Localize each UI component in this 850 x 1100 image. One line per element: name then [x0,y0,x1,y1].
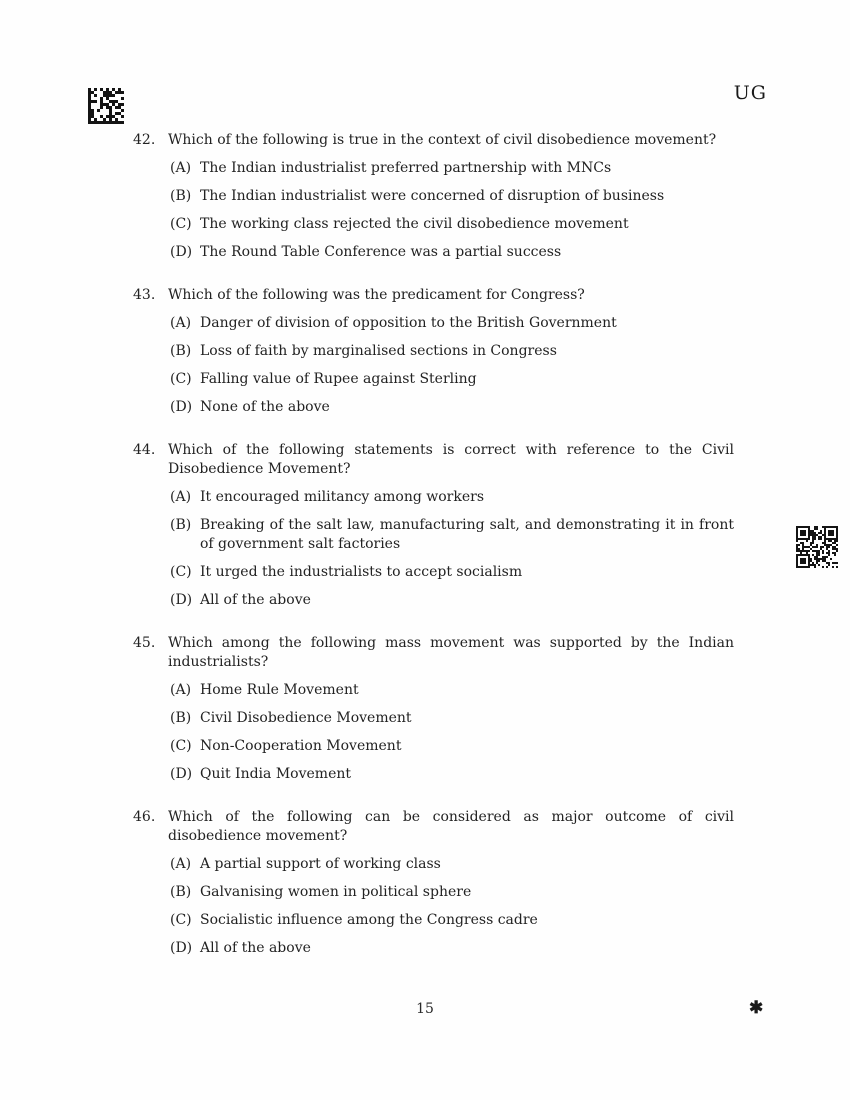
option-label: (C) [170,738,192,754]
option-label: (A) [170,856,192,872]
option-text: Falling value of Rupee against Sterling [200,371,477,387]
qr-code-icon [796,526,840,570]
question-number: 46. [133,809,156,825]
option-row [170,516,734,554]
option-text: The working class rejected the civil disobedience movement [200,216,629,232]
question-block-42 [133,131,734,262]
option-row [170,243,734,262]
option-text: Danger of division of opposition to the British Government [200,315,617,331]
paper-code-label: UG [733,82,767,104]
question-text: Which of the following can be considered as major outcome of civil disobedience movement? [168,809,734,844]
option-text: Civil Disobedience Movement [200,710,412,726]
option-label: (B) [170,188,192,204]
option-label: (D) [170,592,193,608]
option-label: (D) [170,399,193,415]
option-text: The Indian industrialist preferred partnership with MNCs [200,160,612,176]
option-row [170,855,734,874]
option-row [170,709,734,728]
question-row [133,286,734,305]
question-row [133,441,734,479]
option-text: All of the above [200,940,311,956]
option-row [170,370,734,389]
question-text: Which of the following is true in the context of civil disobedience movement? [168,132,717,148]
option-row [170,488,734,507]
option-row [170,883,734,902]
question-text: Which among the following mass movement was supported by the Indian industrialists? [168,635,734,670]
question-text: Which of the following was the predicament for Congress? [168,287,585,303]
option-row [170,591,734,610]
option-label: (B) [170,343,192,359]
option-row [170,314,734,333]
option-row [170,342,734,361]
option-label: (C) [170,912,192,928]
question-number: 42. [133,132,156,148]
option-text: It urged the industrialists to accept socialism [200,564,523,580]
page-number: 15 [416,1001,434,1017]
question-number: 45. [133,635,156,651]
option-row [170,939,734,958]
option-row [170,187,734,206]
option-row [170,159,734,178]
option-text: Loss of faith by marginalised sections in Congress [200,343,557,359]
datamatrix-barcode-icon [88,88,124,124]
option-text: The Indian industrialist were concerned of disruption of business [200,188,665,204]
option-label: (B) [170,710,192,726]
option-row [170,215,734,234]
option-text: Non-Cooperation Movement [200,738,402,754]
option-label: (C) [170,564,192,580]
option-text: It encouraged militancy among workers [200,489,485,505]
option-text: None of the above [200,399,330,415]
option-label: (C) [170,216,192,232]
question-row [133,131,734,150]
questions-list [133,131,734,982]
question-block-43 [133,286,734,417]
option-label: (B) [170,517,192,533]
question-block-46 [133,808,734,958]
option-label: (D) [170,940,193,956]
question-block-45 [133,634,734,784]
question-number: 43. [133,287,156,303]
option-label: (D) [170,766,193,782]
option-row [170,765,734,784]
option-row [170,911,734,930]
option-label: (A) [170,160,192,176]
option-label: (A) [170,489,192,505]
option-text: Galvanising women in political sphere [200,884,472,900]
option-text: Quit India Movement [200,766,351,782]
option-row [170,398,734,417]
option-label: (A) [170,315,192,331]
option-text: All of the above [200,592,311,608]
option-row [170,563,734,582]
question-block-44 [133,441,734,610]
question-text: Which of the following statements is correct with reference to the Civil Disobedience Movement? [168,442,734,477]
option-text: Socialistic influence among the Congress cadre [200,912,538,928]
option-text: Home Rule Movement [200,682,359,698]
option-text: The Round Table Conference was a partial success [200,244,562,260]
question-row [133,634,734,672]
option-label: (B) [170,884,192,900]
option-text: A partial support of working class [200,856,441,872]
question-number: 44. [133,442,156,458]
option-label: (D) [170,244,193,260]
option-row [170,681,734,700]
option-label: (A) [170,682,192,698]
footer-asterisk-mark: ✱ [749,998,764,1018]
option-label: (C) [170,371,192,387]
option-row [170,737,734,756]
option-text: Breaking of the salt law, manufacturing salt, and demonstrating it in front of government salt factories [200,517,734,552]
question-row [133,808,734,846]
